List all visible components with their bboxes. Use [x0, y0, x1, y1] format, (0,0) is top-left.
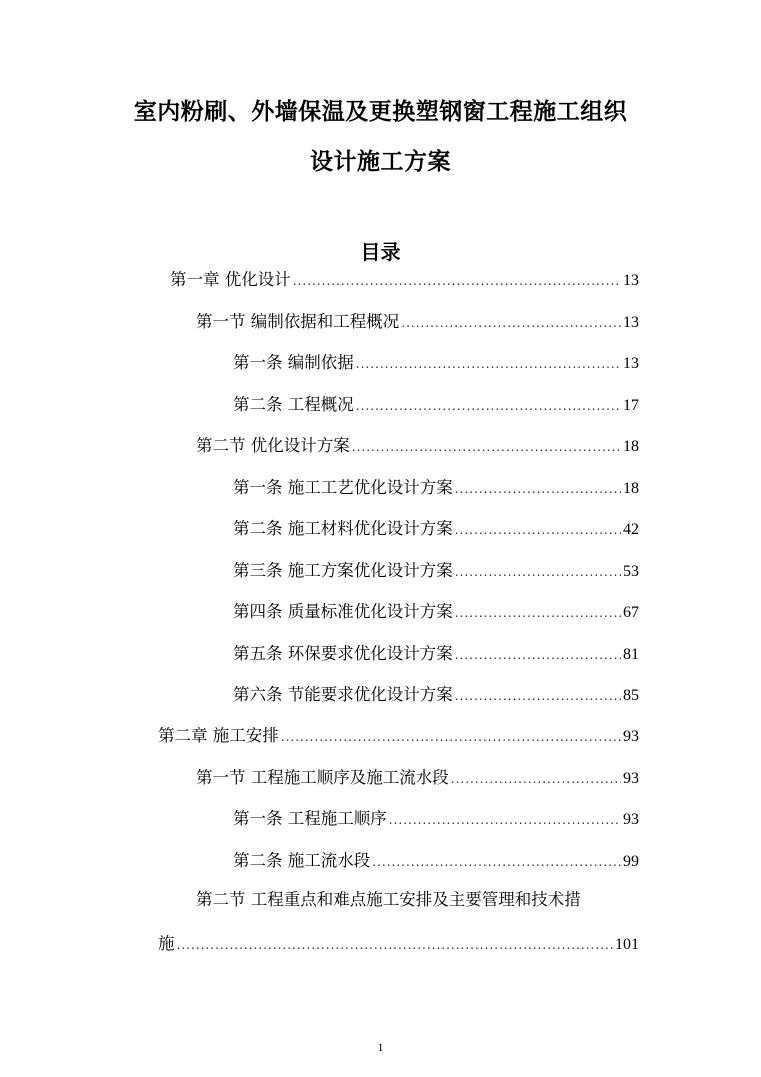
toc-entry[interactable]	[233, 515, 639, 541]
toc-dot-leader	[389, 813, 621, 827]
toc-entry-page: 93	[623, 811, 639, 828]
toc-entry-page: 13	[623, 314, 639, 331]
toc-dot-leader	[281, 730, 621, 744]
toc-entry-label: 第二条 施工流水段	[233, 851, 371, 870]
toc-entry[interactable]	[233, 557, 639, 583]
toc-entry-page: 53	[623, 563, 639, 580]
toc-dot-leader	[455, 606, 621, 620]
toc-entry[interactable]	[233, 805, 639, 831]
toc-entry-label: 第四条 质量标准优化设计方案	[233, 602, 453, 621]
toc-dot-leader	[352, 440, 621, 454]
toc-entry-page: 18	[623, 438, 639, 455]
toc-entry-label: 第一节 工程施工顺序及施工流水段	[196, 768, 449, 787]
toc-entry[interactable]	[233, 391, 639, 417]
toc-dot-leader	[293, 274, 621, 288]
toc-entry[interactable]	[196, 764, 639, 790]
toc-entry-page: 13	[623, 272, 639, 289]
toc-entry[interactable]	[170, 266, 639, 292]
toc-dot-leader	[455, 648, 621, 662]
toc-entry-label: 第一节 编制依据和工程概况	[196, 312, 400, 331]
toc-entry-label: 第一条 施工工艺优化设计方案	[233, 478, 453, 497]
toc-entry-label: 第一条 编制依据	[233, 353, 354, 372]
toc-entry-label: 第二条 施工材料优化设计方案	[233, 519, 453, 538]
document-title-line-2: 设计施工方案	[310, 149, 451, 175]
toc-entry-label: 第二章 施工安排	[158, 726, 279, 745]
toc-entry[interactable]	[233, 681, 639, 707]
toc-dot-leader	[455, 689, 621, 703]
toc-dot-leader	[455, 565, 621, 579]
document-title-line-1: 室内粉刷、外墙保温及更换塑钢窗工程施工组织	[133, 99, 628, 125]
toc-entry-page: 81	[623, 646, 639, 663]
toc-dot-leader	[372, 855, 621, 869]
toc-dot-leader	[177, 938, 614, 952]
toc-entry[interactable]	[158, 722, 639, 748]
toc-entry[interactable]	[233, 847, 639, 873]
toc-dot-leader	[455, 482, 621, 496]
toc-entry-label: 第二节 优化设计方案	[196, 436, 350, 455]
toc-entry-page: 99	[623, 853, 639, 870]
toc-entry-page: 93	[623, 770, 639, 787]
toc-entry-page: 42	[623, 521, 639, 538]
toc-entry[interactable]	[196, 308, 639, 334]
toc-heading: 目录	[360, 240, 401, 264]
toc-entry[interactable]	[233, 640, 639, 666]
toc-entry-label: 第二条 工程概况	[233, 395, 354, 414]
page-number: 1	[377, 1040, 384, 1054]
toc-entry[interactable]	[233, 474, 639, 500]
toc-dot-leader	[356, 399, 621, 413]
toc-entry-wrapped-line-1[interactable]: 第二节 工程重点和难点施工安排及主要管理和技术措	[196, 890, 581, 909]
toc-entry-page: 101	[615, 936, 639, 953]
toc-entry[interactable]	[196, 432, 639, 458]
toc-entry-label: 第三条 施工方案优化设计方案	[233, 561, 453, 580]
toc-entry[interactable]	[233, 598, 639, 624]
toc-entry-label: 第六条 节能要求优化设计方案	[233, 685, 453, 704]
toc-entry[interactable]	[233, 349, 639, 375]
toc-entry-page: 13	[623, 355, 639, 372]
toc-entry-page: 17	[623, 397, 639, 414]
toc-entry-page: 85	[623, 687, 639, 704]
toc-dot-leader	[401, 316, 621, 330]
toc-entry-page: 93	[623, 728, 639, 745]
toc-entry[interactable]	[158, 930, 639, 956]
toc-entry-label: 施	[158, 934, 175, 953]
toc-entry-label: 第一条 工程施工顺序	[233, 809, 387, 828]
toc-entry-label: 第一章 优化设计	[170, 270, 291, 289]
toc-dot-leader	[455, 523, 621, 537]
toc-entry-page: 67	[623, 604, 639, 621]
toc-entry-label: 第五条 环保要求优化设计方案	[233, 644, 453, 663]
toc-entry-page: 18	[623, 480, 639, 497]
toc-dot-leader	[451, 772, 621, 786]
toc-dot-leader	[356, 357, 621, 371]
